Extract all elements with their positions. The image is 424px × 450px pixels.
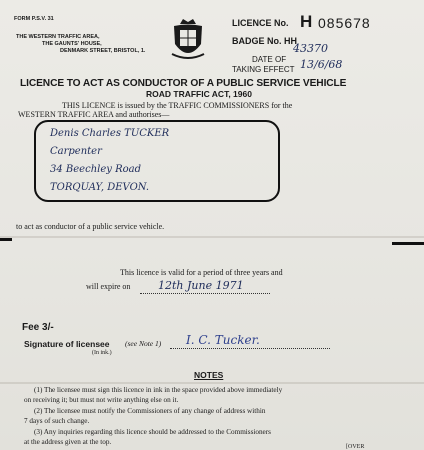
fold-mark [0,238,12,241]
licence-number: 085678 [318,15,371,31]
holder-town: TORQUAY, DEVON. [50,182,150,193]
act-title: ROAD TRAFFIC ACT, 1960 [146,89,252,99]
date-value: 13/6/68 [300,58,343,71]
licence-prefix: H [300,12,313,31]
note-line: (2) The licensee must notify the Commissioners of any change of address within [34,407,266,415]
note-line: (3) Any inquiries regarding this licence should be addressed to the Commissioners [34,428,271,436]
signature-underline [170,348,330,349]
badge-number: 43370 [293,42,328,55]
expire-label: will expire on [86,282,131,291]
royal-crest-icon [168,18,208,64]
notes-heading: NOTES [194,370,224,380]
issuer-line: THE GAUNTS' HOUSE, [42,41,102,47]
fee-text: Fee 3/- [22,322,54,333]
date-label: DATE OF [252,55,287,64]
badge-label: BADGE No. HH [232,36,297,46]
validity-text: This licence is valid for a period of three years and [120,268,283,277]
issuer-line: DENMARK STREET, BRISTOL, 1. [60,48,146,54]
fold-crease [0,236,424,238]
issuer-line: THE WESTERN TRAFFIC AREA, [16,34,100,40]
signature-ink-note: (In ink.) [92,350,112,356]
act-as-text: to act as conductor of a public service vehicle. [16,222,165,231]
note-line: (1) The licensee must sign this licence in ink in the space provided above immediately [34,386,283,394]
holder-name: Denis Charles TUCKER [50,128,170,139]
licensee-signature: I. C. Tucker. [186,333,260,347]
form-number: FORM P.S.V. 31 [14,16,54,22]
expire-value: 12th June 1971 [158,279,244,292]
date-label: TAKING EFFECT [232,65,295,74]
licence-no-label: LICENCE No. [232,18,289,28]
fold-crease [0,382,424,384]
signature-note: (see Note 1) [125,339,162,348]
over-marker: [OVER [346,444,365,450]
intro-line: WESTERN TRAFFIC AREA and authorises— [18,110,170,119]
page-title: LICENCE TO ACT AS CONDUCTOR OF A PUBLIC SERVICE VEHICLE [20,78,347,89]
fold-mark [392,242,424,245]
note-line: at the address given at the top. [24,438,112,446]
signature-label: Signature of licensee [24,339,110,349]
note-line: on receiving it; but must not write anything else on it. [24,396,179,404]
intro-line: THIS LICENCE is issued by the TRAFFIC COMMISSIONERS for the [62,101,293,110]
expire-underline [140,293,270,294]
holder-street: 34 Beechley Road [50,164,141,175]
note-line: 7 days of such change. [24,417,90,425]
holder-occupation: Carpenter [50,146,102,157]
